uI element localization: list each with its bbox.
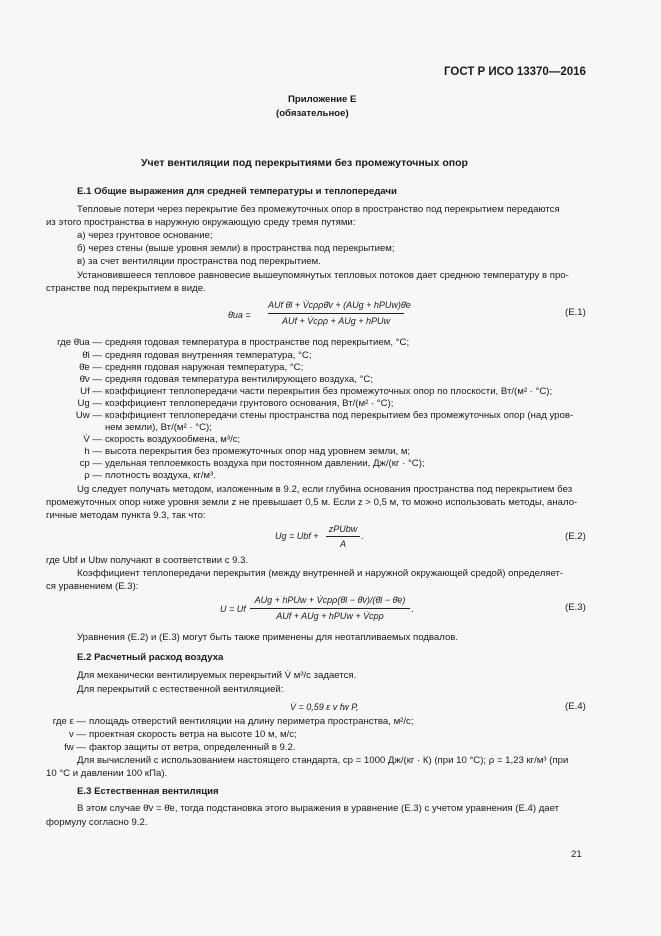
paragraph: Установившееся тепловое равновесие вышеупомянутых тепловых потоков дает среднюю температуру в про- <box>77 270 569 281</box>
paragraph: 10 °С и давлении 100 кПа). <box>46 768 168 779</box>
paragraph: промежуточных опор ниже уровня земли z не превышает 0,5 м. Если z > 0,5 м, то можно использовать методы, анало- <box>46 497 578 508</box>
definition: коэффициент теплопередачи части перекрытия без промежуточных опор по плоскости, Вт/(м² · °С); <box>105 386 553 397</box>
symbol: h — <box>84 446 102 457</box>
list-item: в) за счет вентиляции пространства под перекрытием. <box>77 256 321 267</box>
equation-number: (E.3) <box>565 602 586 613</box>
paragraph: Коэффициент теплопередачи перекрытия (между внутренней и наружной окружающей средой) определяет- <box>77 568 564 579</box>
symbol: Ug — <box>77 398 102 409</box>
list-item: б) через стены (выше уровня земли) в пространства под перекрытием; <box>77 243 395 254</box>
symbol: v — <box>68 729 86 740</box>
fraction-bar <box>250 608 410 609</box>
paragraph: Уравнения (Е.2) и (Е.3) могут быть также применены для неотапливаемых подвалов. <box>77 632 459 643</box>
standard-header: ГОСТ Р ИСО 13370—2016 <box>444 66 586 78</box>
page-number: 21 <box>571 849 582 860</box>
definition: фактор защиты от ветра, определенный в 9.2. <box>89 742 296 753</box>
equation-e1-numerator: AUf θ̄i + V̇cρρθ̄v + (AUg + hPUw)θ̄e <box>268 300 411 310</box>
definition: высота перекрытия без промежуточных опор над уровнем земли, м; <box>105 446 411 457</box>
equation-number: (E.4) <box>565 701 586 712</box>
annex-title: Приложение Е <box>288 94 357 105</box>
paragraph: гичные методам пункта 9.3, так что: <box>46 510 206 521</box>
paragraph: Для вычислений с использованием настоящего стандарта, cp = 1000 Дж/(кг · К) (при 10 °С); ρ = 1,23 кг/м³ (при <box>77 755 569 766</box>
definition: коэффициент теплопередачи грунтового основания, Вт/(м² · °С); <box>105 398 394 409</box>
symbol: θ̄v — <box>79 374 102 385</box>
paragraph: ся уравнением (Е.3): <box>46 581 139 592</box>
equation-number: (E.1) <box>565 307 586 318</box>
symbol: Uw — <box>75 410 102 421</box>
definition: коэффициент теплопередачи стены пространства под перекрытием без промежуточных опор (над уров- <box>105 410 574 421</box>
section-e2-heading: Е.2 Расчетный расход воздуха <box>77 652 224 663</box>
definition: средняя годовая внутренняя температура, °С; <box>105 350 312 361</box>
section-e1-heading: Е.1 Общие выражения для средней температуры и теплопередачи <box>77 186 397 197</box>
fraction-bar <box>268 313 404 314</box>
equation-e1-lhs: θ̄ua = <box>228 310 251 320</box>
equation-e2-lhs: Ug = Ubf + <box>275 531 319 541</box>
symbol: θ̄i — <box>82 350 102 361</box>
paragraph: Ug следует получать методом, изложенным в 9.2, если глубина основания пространства под перекрытием без <box>77 484 573 495</box>
definition: нем земли), Вт/(м² · °С); <box>105 422 212 433</box>
equation-e4: V̇ = 0,59 ε v fw P, <box>290 702 359 712</box>
definition: средняя годовая температура вентилирующего воздуха, °С; <box>105 374 374 385</box>
equation-e1-denominator: AUf + V̇cρρ + AUg + hPUw <box>281 316 391 326</box>
paragraph: Для перекрытий с естественной вентиляцией: <box>77 684 284 695</box>
definition: скорость воздухообмена, м³/с; <box>105 434 241 445</box>
paragraph: из этого пространства в наружную окружающую среду тремя путями: <box>46 217 356 228</box>
paragraph: Тепловые потери через перекрытие без промежуточных опор в пространство под перекрытием передаются <box>77 204 560 215</box>
equation-e2-denominator: A <box>339 539 346 549</box>
definition: средняя годовая температура в пространстве под перекрытием, °С; <box>105 337 410 348</box>
definition: площадь отверстий вентиляции на длину периметра пространства, м²/с; <box>89 716 414 727</box>
equation-e2-numerator: zPUbw <box>328 524 358 534</box>
section-e3-heading: Е.3 Естественная вентиляция <box>77 786 219 797</box>
definition: средняя годовая наружная температура, °С; <box>105 362 304 373</box>
list-item: а) через грунтовое основание; <box>77 230 213 241</box>
annex-status: (обязательное) <box>276 108 349 119</box>
symbol: где θ̄ua — <box>57 337 102 348</box>
equation-e3-lhs: U = Uf <box>220 604 246 614</box>
equation-number: (E.2) <box>565 531 586 542</box>
definition: удельная теплоемкость воздуха при постоянном давлении, Дж/(кг · °С); <box>105 458 425 469</box>
equation-e3-denominator: AUf + AUg + hPUw + V̇cpρ <box>276 611 384 621</box>
symbol: Uf — <box>80 386 102 397</box>
symbol: V̇ — <box>83 434 102 445</box>
paragraph: где Ubf и Ubw получают в соответствии с 9.3. <box>46 555 249 566</box>
symbol: fw — <box>64 742 86 753</box>
paragraph: В этом случае θ̄v = θ̄e, тогда подстановка этого выражения в уравнение (Е.3) с учетом уравнения (Е.4) дает <box>77 803 560 814</box>
paragraph: Для механически вентилируемых перекрытий V̇ м³/с задается. <box>77 670 357 681</box>
definition: плотность воздуха, кг/м³. <box>105 470 216 481</box>
equation-e3-tail: . <box>411 604 414 614</box>
equation-e2-tail: . <box>361 531 364 541</box>
equation-e3-numerator: AUg + hPUw + V̇cpρ(θ̄i − θ̄v)/(θ̄i − θ̄e) <box>254 595 406 605</box>
paragraph: странстве под перекрытием в виде. <box>46 283 206 294</box>
symbol: где ε — <box>52 716 86 727</box>
definition: проектная скорость ветра на высоте 10 м, м/с; <box>89 729 297 740</box>
symbol: cp — <box>79 458 102 469</box>
symbol: θ̄e — <box>79 362 102 373</box>
main-title: Учет вентиляции под перекрытиями без промежуточных опор <box>141 157 468 169</box>
paragraph: формулу согласно 9.2. <box>46 817 148 828</box>
fraction-bar <box>326 536 360 537</box>
symbol: ρ — <box>84 470 102 481</box>
